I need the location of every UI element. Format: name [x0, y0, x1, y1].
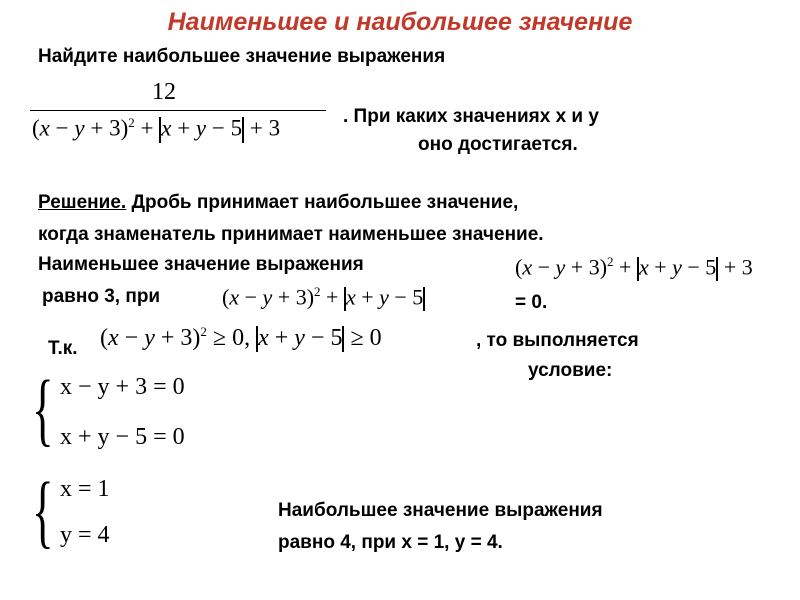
answer-line-1: Наибольшее значение выражения [278, 500, 603, 521]
system-1-brace: { [32, 363, 54, 454]
system-2-eq-1: x = 1 [60, 476, 110, 502]
system-1-eq-2: x + y − 5 = 0 [60, 424, 185, 450]
fraction-bar [30, 110, 326, 111]
expression-denominator: $(x - y + 3)^2 + x + y - 5 + 3$ [515, 254, 753, 280]
solution-line-1 [38, 190, 518, 216]
task-line-3: оно достигается. [418, 134, 578, 155]
equals-zero: = 0. [515, 292, 548, 313]
task-line-1: Найдите наибольшее значение выражения [38, 46, 446, 67]
then-line-2: условие: [528, 360, 613, 381]
solution-label: Решение. [38, 192, 127, 213]
page-title: Наименьшее и наибольшее значение [167, 8, 633, 36]
answer-line-2: равно 4, при x = 1, y = 4. [278, 532, 503, 553]
then-line-1: , то выполняется [476, 330, 639, 351]
fraction-denominator: $(x - y + 3)^2 + x + y - 5 + 3$ [32, 115, 280, 143]
task-line-2: . При каких значениях x и y [343, 106, 599, 127]
system-1-eq-1: x − y + 3 = 0 [60, 374, 185, 400]
system-2-eq-2: y = 4 [60, 522, 110, 548]
solution-line-2: когда знаменатель принимает наименьшее значение. [38, 224, 544, 245]
solution-text-1: Дробь принимает наибольшее значение, [126, 192, 519, 213]
system-2-brace: { [32, 465, 54, 556]
expression-conditions: $(x - y + 3)^2 + x + y - 5$ [222, 284, 424, 310]
tk-label: Т.к. [48, 338, 78, 359]
fraction-numerator: 12 [152, 79, 176, 105]
solution-line-3: Наименьшее значение выражения [38, 254, 364, 275]
solution-line-4: равно 3, при [42, 286, 161, 307]
inequality-expression: $(x - y + 3)^2 \ge 0$, x + y − 5 ≥ 0 [100, 324, 382, 351]
